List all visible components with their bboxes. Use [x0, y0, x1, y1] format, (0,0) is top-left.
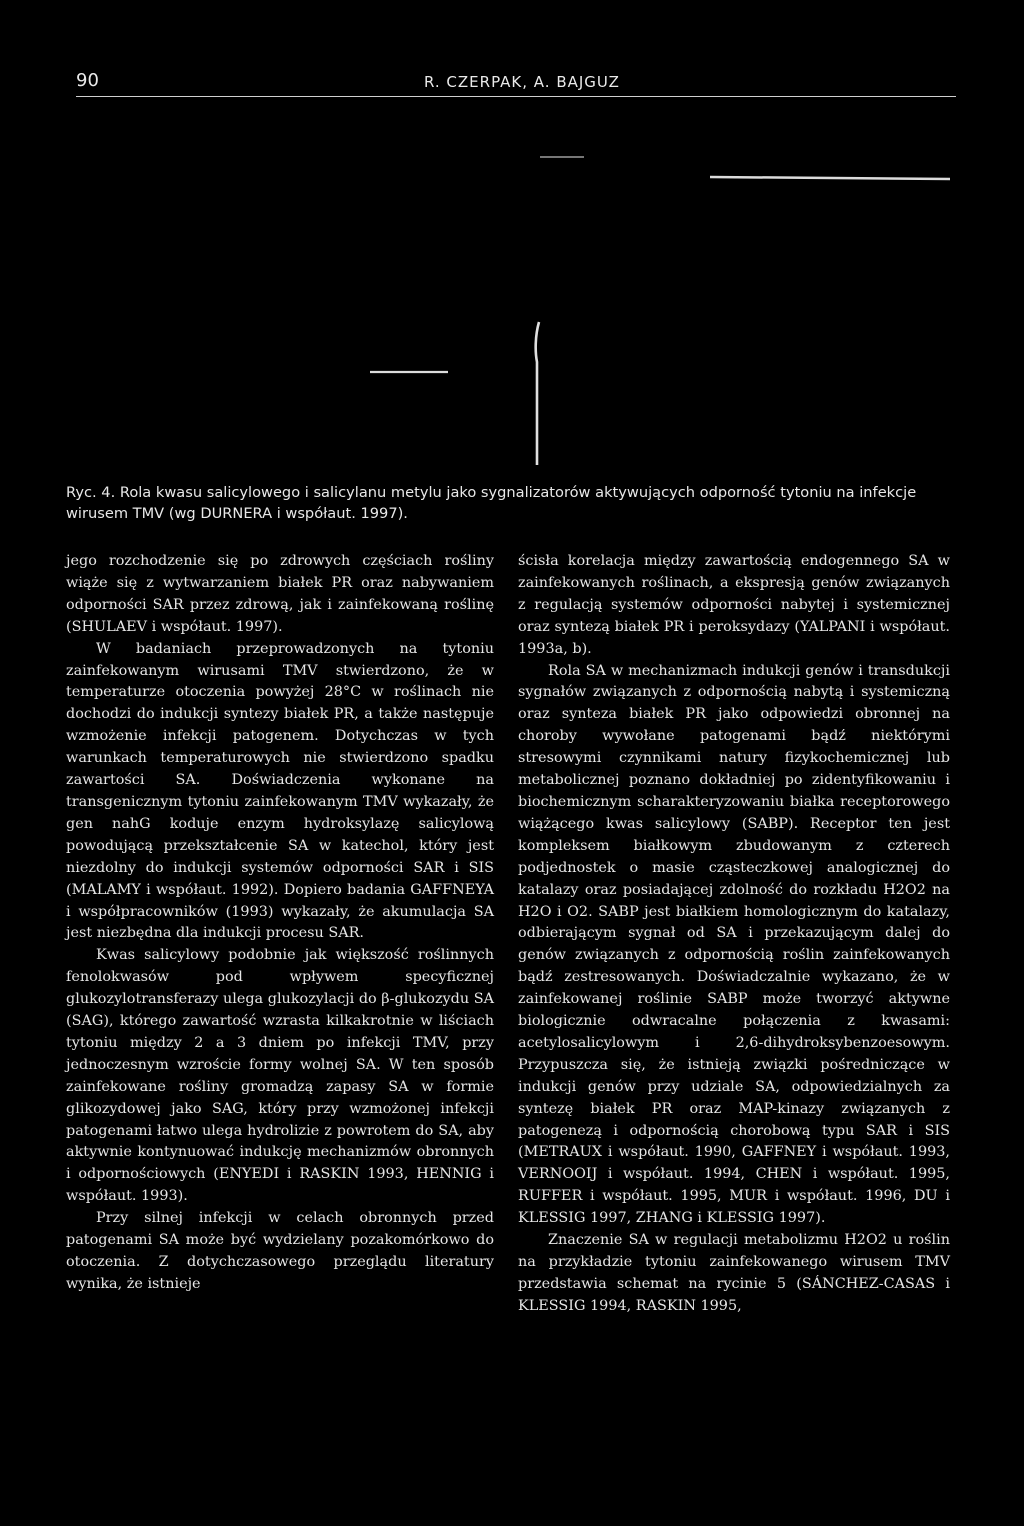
figure-graphic — [76, 100, 956, 475]
paragraph: Znaczenie SA w regulacji metabolizmu H2O2 u roślin na przykładzie tytoniu zainfekowanego wirusem TMV przedstawia schemat na rycinie 5 (SÁNCHEZ-CASAS i KLESSIG 1994, RASKIN 1995, — [518, 1232, 950, 1314]
paragraph: Kwas salicylowy podobnie jak większość roślinnych fenolokwasów pod wpływem specyficznej glukozylotransferazy ulega glukozylacji do β-glukozydu SA (SAG), którego zawartość wzrasta kilkakrotnie w liściach tytoniu między 2 a 3 dniem po infekcji TMV, przy jednoczesnym wzroście formy wolnej SA. W ten sposób zainfekowane rośliny gromadzą zapasy SA w formie glikozydowej jako SAG, który przy wzmożonej infekcji patogenami łatwo ulega hydrolizie z powrotem do SA, aby aktywnie kontynuować indukcję mechanizmów obronnych i odpornościowych (ENYEDI i RASKIN 1993, HENNIG i współaut. 1993). — [66, 947, 494, 1205]
figure-stroke — [536, 322, 539, 465]
figure-stroke — [710, 177, 950, 179]
figure-caption: Ryc. 4. Rola kwasu salicylowego i salicylanu metylu jako sygnalizatorów aktywujących odporność tytoniu na infekcje wirusem TMV (wg DURNERA i współaut. 1997). — [66, 484, 917, 522]
paragraph: jego rozchodzenie się po zdrowych częściach rośliny wiąże się z wytwarzaniem białek PR oraz nabywaniem odporności SAR przez zdrową, jak i zainfekowaną roślinę (SHULAEV i współaut. 1997). — [66, 553, 494, 635]
paragraph: W badaniach przeprowadzonych na tytoniu zainfekowanym wirusami TMV stwierdzono, że w temperaturze otoczenia powyżej 28°C w roślinach nie dochodzi do indukcji syntezy białek PR, a także następuje wzmożenie infekcji patogenem. Dotychczas w tych warunkach temperaturowych nie stwierdzono spadku zawartości SA. Doświadczenia wykonane na transgenicznym tytoniu zainfekowanym TMV wykazały, że gen nahG koduje enzym hydroksylazę salicylową powodującą przekształcenie SA w katechol, który jest niezdolny do indukcji systemów odporności SAR i SIS (MALAMY i współaut. 1992). Dopiero badania GAFFNEYA i współpracowników (1993) wykazały, że akumulacja SA jest niezbędna dla indukcji procesu SAR. — [66, 640, 494, 942]
right-column — [518, 551, 950, 1318]
page-header — [76, 70, 956, 97]
paragraph: Rola SA w mechanizmach indukcji genów i transdukcji sygnałów związanych z odpornością nabytą i systemiczną oraz synteza białek PR jako odpowiedzi obronnej na choroby wywołane patogenami bądź niektórymi stresowymi czynnikami natury fizykochemicznej lub metabolicznej poznano dokładniej po zidentyfikowaniu i biochemicznym scharakteryzowaniu białka receptorowego wiążącego kwas salicylowy (SABP). Receptor ten jest kompleksem białkowym zbudowanym z czterech podjednostek o masie cząsteczkowej analogicznej do katalazy oraz posiadającej zdolność do rozkładu H2O2 na H2O i O2. SABP jest białkiem homologicznym do katalazy, odbierającym sygnał od SA i przekazującym dalej do genów związanych z odpornością roślin zainfekowanych bądź zestresowanych. Doświadczalnie wykazano, że w zainfekowanej roślinie SABP może tworzyć aktywne biologicznie odwracalne połączenia z kwasami: acetylosalicylowym i 2,6-dihydroksybenzoesowym. Przypuszcza się, że istnieją związki pośredniczące w indukcji genów przy udziale SA, odpowiedzialnych za syntezę białek PR oraz MAP-kinazy związanych z patogenezą i odpornością chorobową typu SAR i SIS (METRAUX i współaut. 1990, GAFFNEY i współaut. 1993, VERNOOIJ i współaut. 1994, CHEN i współaut. 1995, RUFFER i współaut. 1995, MUR i współaut. 1996, DU i KLESSIG 1997, ZHANG i KLESSIG 1997). — [518, 662, 950, 1227]
paragraph: Przy silnej infekcji w celach obronnych przed patogenami SA może być wydzielany pozakomórkowo do otoczenia. Z dotychczasowego przeglądu literatury wynika, że istnieje — [66, 1210, 494, 1292]
figure-area — [76, 100, 956, 475]
page-number: 90 — [76, 70, 99, 91]
running-head: R. CZERPAK, A. BAJGUZ — [424, 73, 620, 91]
paragraph: ścisła korelacja między zawartością endogennego SA w zainfekowanych roślinach, a ekspresją genów związanych z regulacją systemów odporności nabytej i systemicznej oraz syntezą białek PR i peroksydazy (YALPANI i współaut. 1993a, b). — [518, 553, 950, 657]
left-column — [66, 551, 494, 1296]
